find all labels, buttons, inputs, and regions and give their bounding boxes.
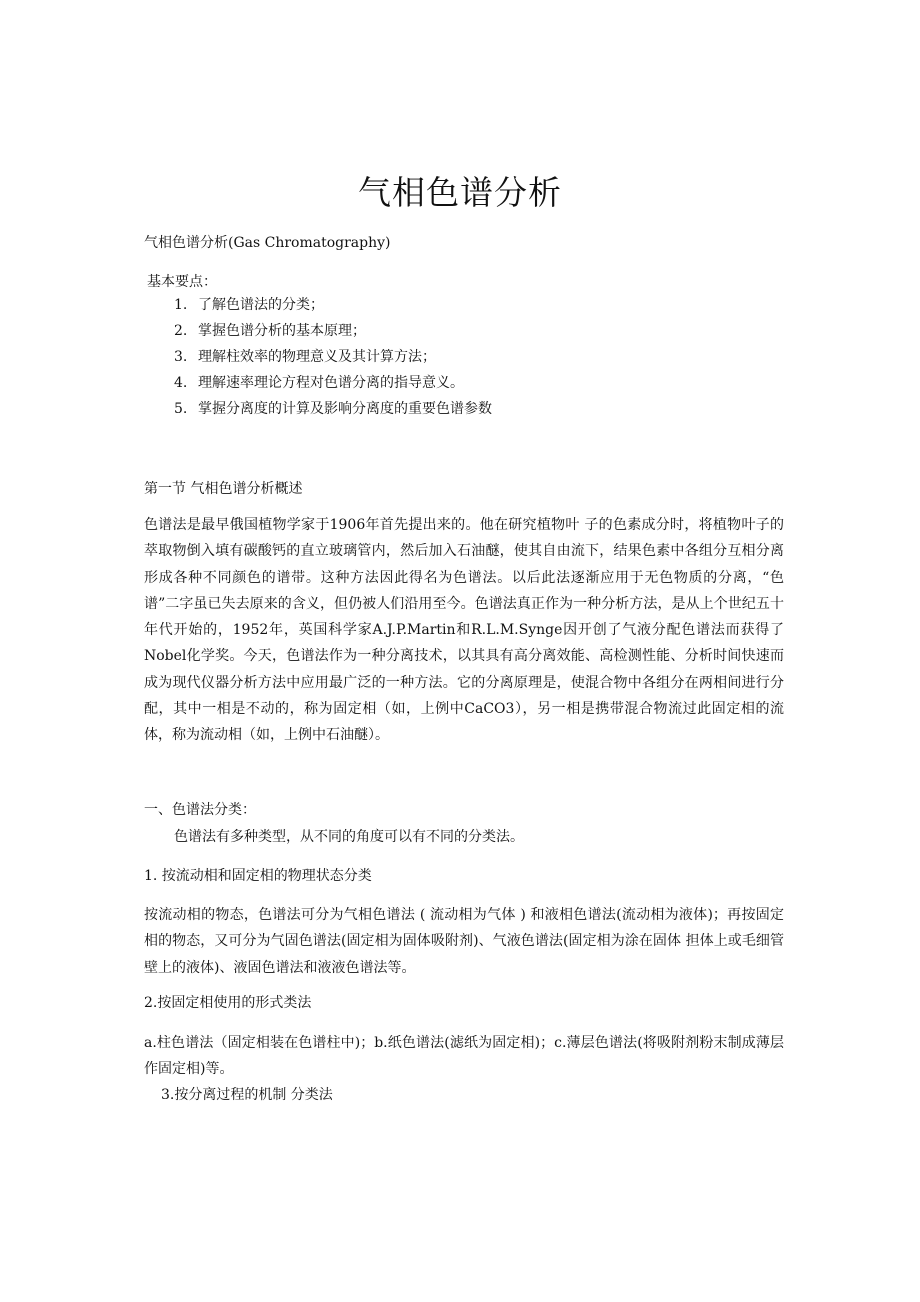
subsection-heading: 3.按分离过程的机制 分类法 <box>161 1087 333 1103</box>
section-heading: 第一节 气相色谱分析概述 <box>144 481 303 497</box>
key-points-heading: 基本要点： <box>147 274 217 290</box>
list-item: 1. 了解色谱法的分类； <box>174 297 324 313</box>
subsection-paragraph: a.柱色谱法（固定相装在色谱柱中)；b.纸色谱法(滤纸为固定相)；c.薄层色谱法(将吸附剂粉末制成薄层作固定相)等。 <box>144 1035 784 1078</box>
list-item: 3. 理解柱效率的物理意义及其计算方法； <box>174 349 436 365</box>
page-title: 气相色谱分析 <box>358 173 562 212</box>
subtitle: 气相色谱分析(Gas Chromatography) <box>144 235 391 251</box>
list-item: 4. 理解速率理论方程对色谱分离的指导意义。 <box>174 375 464 391</box>
subsection-paragraph: 按流动相的物态，色谱法可分为气相色谱法 ( 流动相为气体 ) 和液相色谱法(流动相为液体)；再按固定相的物态，又可分为气固色谱法(固定相为固体吸附剂)、气液色谱法(固定相为涂在固体 担体上或毛细管壁上的液体)、液固色谱法和液液色谱法等。 <box>144 907 784 976</box>
list-item: 5. 掌握分离度的计算及影响分离度的重要色谱参数 <box>174 401 492 417</box>
subsection-heading: 1. 按流动相和固定相的物理状态分类 <box>144 868 372 884</box>
classification-heading: 一、色谱法分类： <box>144 802 256 818</box>
section-paragraph: 色谱法是最早俄国植物学家于1906年首先提出来的。他在研究植物叶 子的色素成分时，将植物叶子的萃取物倒入填有碳酸钙的直立玻璃管内，然后加入石油醚，使其自由流下，结果色素中各组分互相分离形成各种不同颜色的谱带。这种方法因此得名为色谱法。以后此法逐渐应用于无色物质的分离，“色谱”二字虽已失去原来的含义，但仍被人们沿用至今。色谱法真正作为一种分析方法，是从上个世纪五十年代开始的，1952年，英国科学家A.J.P.Martin和R.L.M.Synge因开创了气液分配色谱法而获得了Nobel化学奖。今天，色谱法作为一种分离技术，以其具有高分离效能、高检测性能、分析时间快速而成为现代仪器分析方法中应用最广泛的一种方法。它的分离原理是，使混合物中各组分在两相间进行分配，其中一相是不动的，称为固定相（如，上例中CaCO3），另一相是携带混合物流过此固定相的流体，称为流动相（如，上例中石油醚）。 <box>144 517 784 744</box>
classification-intro: 色谱法有多种类型，从不同的角度可以有不同的分类法。 <box>174 829 524 845</box>
subsection-heading: 2.按固定相使用的形式类法 <box>144 995 312 1011</box>
list-item: 2. 掌握色谱分析的基本原理； <box>174 323 366 339</box>
